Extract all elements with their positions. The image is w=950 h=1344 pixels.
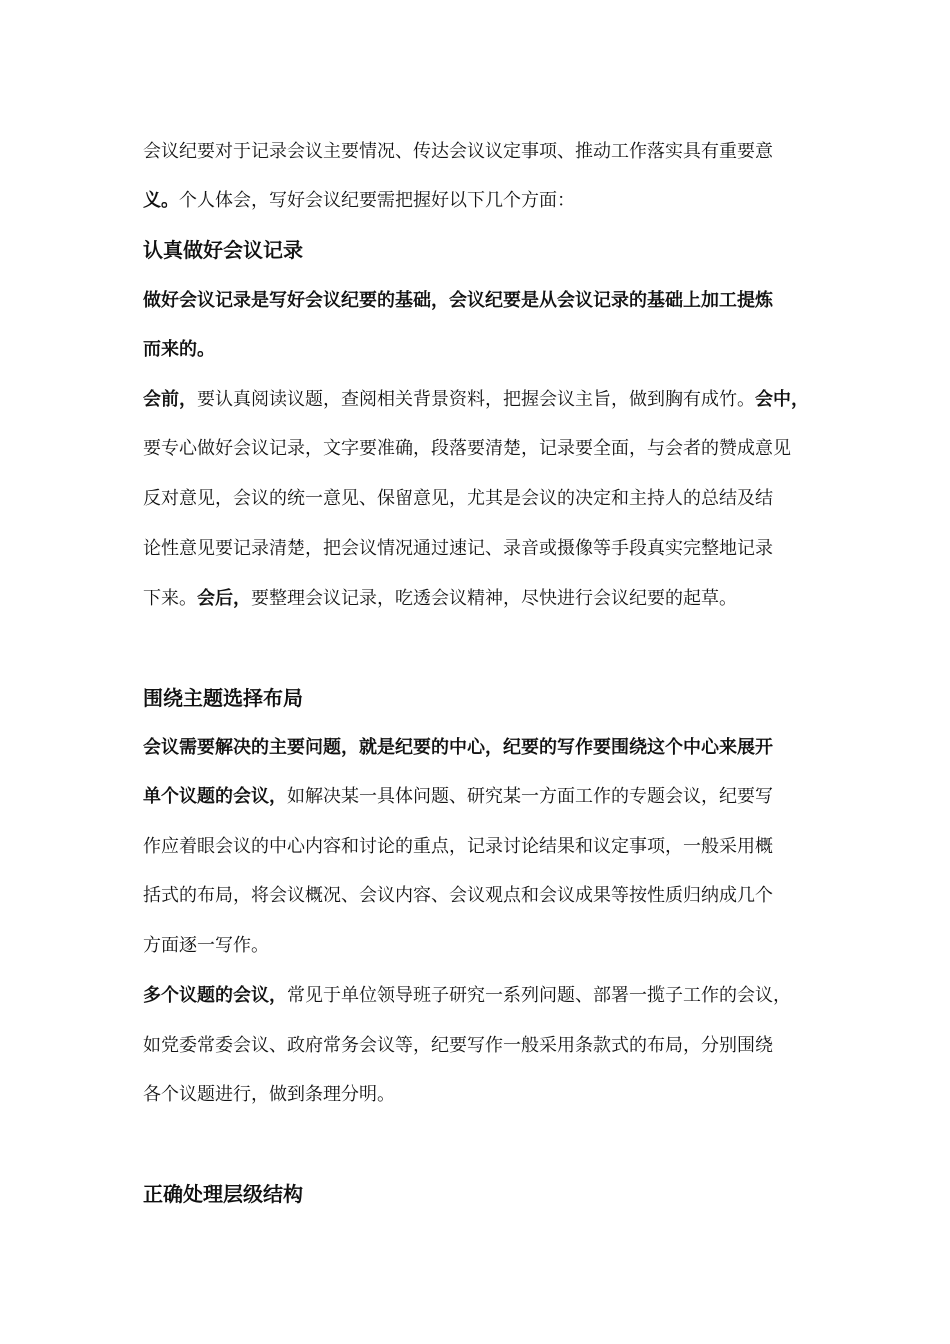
section2-single-line-2: 作应着眼会议的中心内容和讨论的重点，记录讨论结果和议定事项，一般采用概 bbox=[143, 836, 773, 857]
intro-emphasis: 义。 bbox=[143, 190, 179, 211]
multi-topic-text: 常见于单位领导班子研究一系列问题、部署一揽子工作的会议， bbox=[287, 985, 791, 1006]
during-meeting-end: 下来。 bbox=[143, 588, 197, 609]
section2-single-line-3: 括式的布局，将会议概况、会议内容、会议观点和会议成果等按性质归纳成几个 bbox=[143, 885, 773, 906]
section1-para-line-2: 要专心做好会议记录，文字要准确，段落要清楚，记录要全面，与会者的赞成意见 bbox=[143, 438, 791, 459]
label-multi-topic: 多个议题的会议， bbox=[143, 985, 287, 1006]
section-heading-record: 认真做好会议记录 bbox=[143, 238, 303, 262]
section-heading-hierarchy: 正确处理层级结构 bbox=[143, 1182, 303, 1206]
section2-single-line-1 bbox=[143, 785, 843, 809]
after-meeting-text: 要整理会议记录，吃透会议精神，尽快进行会议纪要的起草。 bbox=[251, 588, 737, 609]
section1-para-line-4: 论性意见要记录清楚，把会议情况通过速记、录音或摄像等手段真实完整地记录 bbox=[143, 538, 773, 559]
section-heading-layout: 围绕主题选择布局 bbox=[143, 686, 303, 710]
section2-multi-line-1 bbox=[143, 984, 843, 1008]
before-meeting-text: 要认真阅读议题，查阅相关背景资料，把握会议主旨，做到胸有成竹。 bbox=[197, 389, 755, 410]
label-before-meeting: 会前， bbox=[143, 389, 197, 410]
section2-multi-line-2: 如党委常委会议、政府常务会议等，纪要写作一般采用条款式的布局，分别围绕 bbox=[143, 1035, 773, 1056]
label-after-meeting: 会后， bbox=[197, 588, 251, 609]
section2-multi-line-3: 各个议题进行，做到条理分明。 bbox=[143, 1084, 395, 1105]
section2-lead-line-1: 会议需要解决的主要问题，就是纪要的中心，纪要的写作要围绕这个中心来展开 bbox=[143, 737, 773, 758]
section1-para-line-1 bbox=[143, 388, 843, 412]
section1-lead-line-1: 做好会议记录是写好会议纪要的基础，会议纪要是从会议记录的基础上加工提炼 bbox=[143, 290, 773, 311]
intro-line-1: 会议纪要对于记录会议主要情况、传达会议议定事项、推动工作落实具有重要意 bbox=[143, 141, 773, 162]
section2-single-line-4: 方面逐一写作。 bbox=[143, 935, 269, 956]
single-topic-text: 如解决某一具体问题、研究某一方面工作的专题会议，纪要写 bbox=[287, 786, 773, 807]
label-single-topic: 单个议题的会议， bbox=[143, 786, 287, 807]
intro-line-2 bbox=[143, 189, 843, 213]
section1-para-line-5 bbox=[143, 587, 843, 611]
label-during-meeting: 会中， bbox=[755, 389, 809, 410]
section1-lead-line-2: 而来的。 bbox=[143, 339, 215, 360]
intro-text: 个人体会，写好会议纪要需把握好以下几个方面： bbox=[179, 190, 575, 211]
section1-para-line-3: 反对意见，会议的统一意见、保留意见，尤其是会议的决定和主持人的总结及结 bbox=[143, 488, 773, 509]
